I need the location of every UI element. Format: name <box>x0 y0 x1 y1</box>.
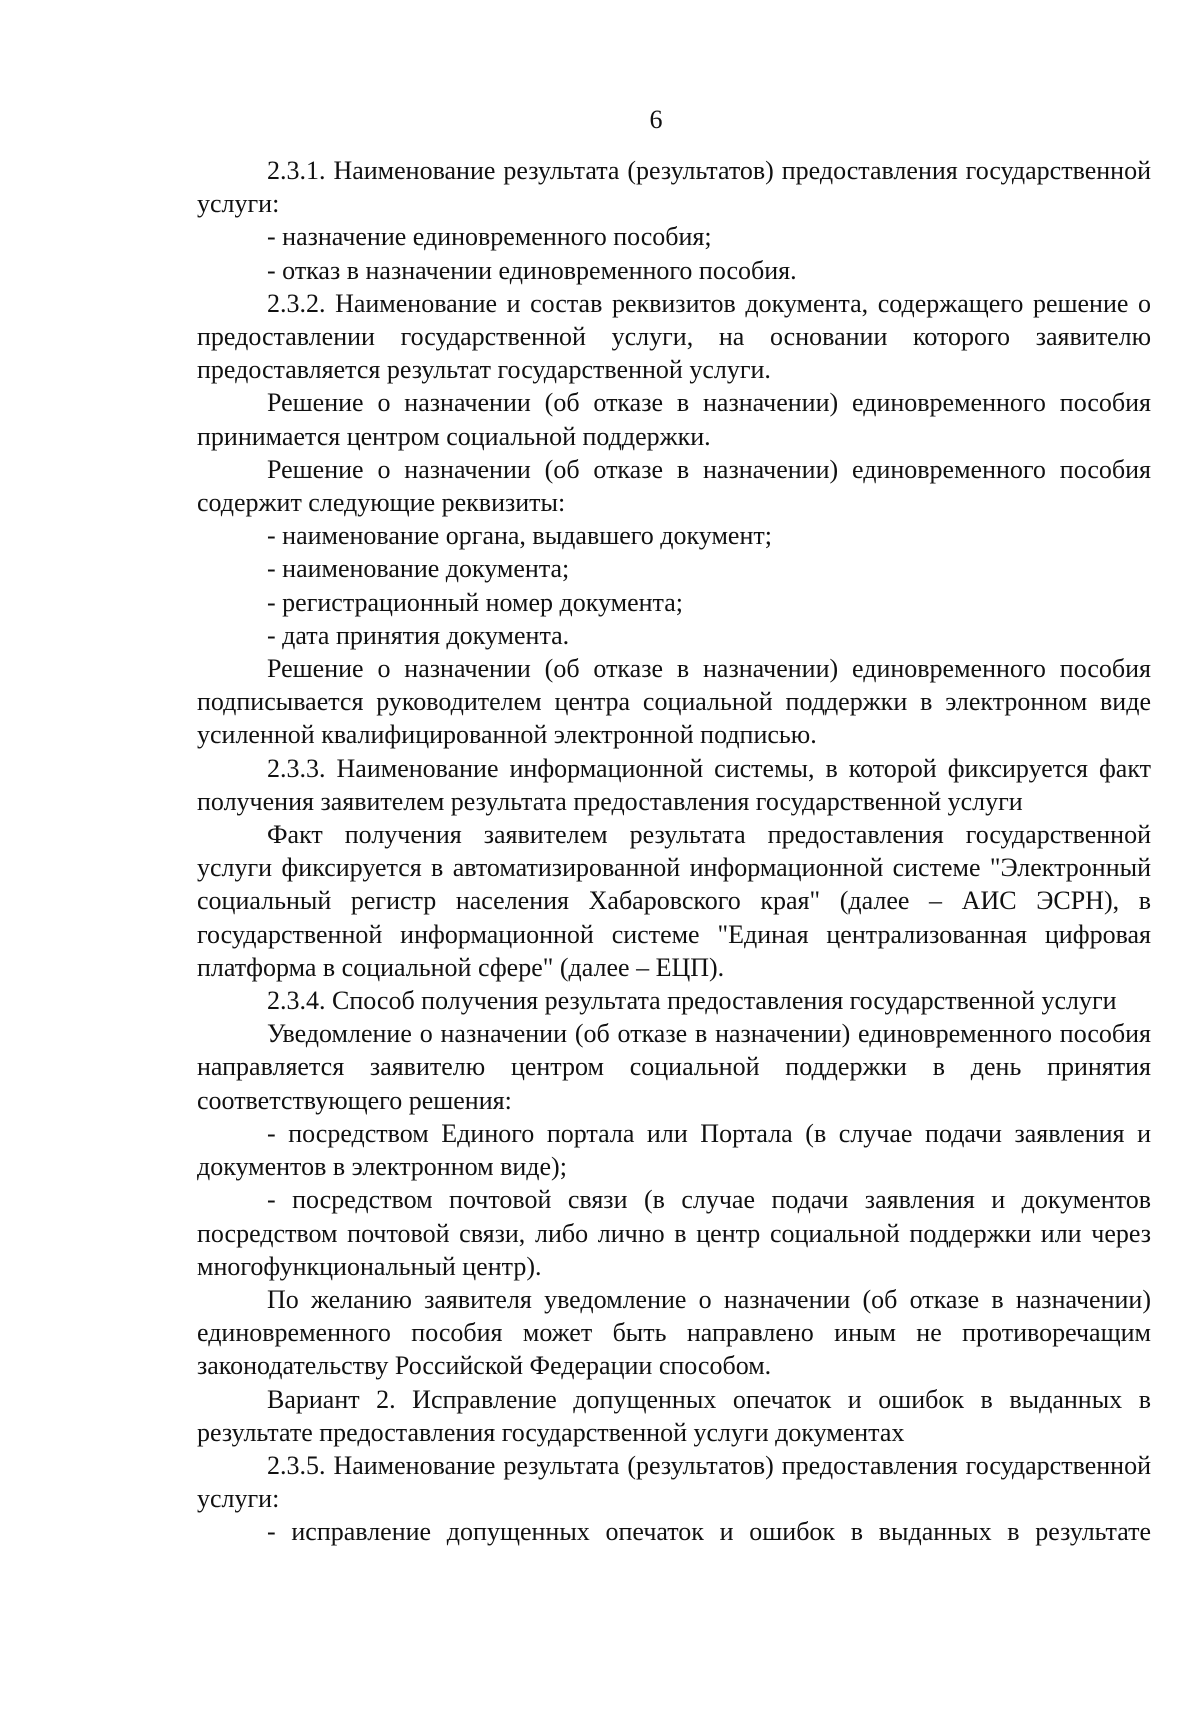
list-item: - назначение единовременного пособия; <box>267 222 712 252</box>
list-item: - исправление допущенных опечаток и ошибок в выданных в результате <box>267 1517 1151 1547</box>
list-item: - отказ в назначении единовременного пособия. <box>267 255 797 285</box>
document-body <box>197 154 1151 1549</box>
paragraph: Решение о назначении (об отказе в назначении) единовременного пособия подписывается руководителем центра социальной поддержки в электронном виде усиленной квалифицированной электронной подписью. <box>197 654 1151 750</box>
list-item: - регистрационный номер документа; <box>267 587 683 617</box>
list-item: - посредством Единого портала или Портала (в случае подачи заявления и документов в электронном виде); <box>197 1118 1151 1182</box>
paragraph-2-3-4-heading: 2.3.4. Способ получения результата предоставления государственной услуги <box>267 986 1117 1016</box>
paragraph-2-3-5-heading: 2.3.5. Наименование результата (результатов) предоставления государственной услуги: <box>197 1450 1151 1514</box>
page-number: 6 <box>649 105 663 134</box>
paragraph: По желанию заявителя уведомление о назначении (об отказе в назначении) единовременного пособия может быть направлено иным не противоречащим законодательству Российской Федерации способом. <box>197 1284 1151 1381</box>
variant-2-heading: Вариант 2. Исправление допущенных опечаток и ошибок в выданных в результате предоставления государственной услуги документах <box>197 1384 1151 1447</box>
list-item: - дата принятия документа. <box>267 620 570 650</box>
paragraph: Решение о назначении (об отказе в назначении) единовременного пособия принимается центром социальной поддержки. <box>197 388 1151 451</box>
paragraph: Уведомление о назначении (об отказе в назначении) единовременного пособия направляется заявителю центром социальной поддержки в день принятия соответствующего решения: <box>197 1019 1151 1115</box>
list-item: - посредством почтовой связи (в случае подачи заявления и документов посредством почтовой связи, либо лично в центр социальной поддержки или через многофункциональный центр). <box>197 1185 1151 1281</box>
paragraph: Факт получения заявителем результата предоставления государственной услуги фиксируется в автоматизированной информационной системе "Электронный социальный регистр населения Хабаровского края" (далее – АИС ЭСРН), в государственной информационной системе "Единая централизованная цифровая платформа в социальной сфере" (далее – ЕЦП). <box>197 820 1151 982</box>
paragraph-2-3-2-heading: 2.3.2. Наименование и состав реквизитов документа, содержащего решение о предоставлении государственной услуги, на основании которого заявителю предоставляется результат государственной услуги. <box>197 288 1151 385</box>
list-item: - наименование документа; <box>267 554 570 584</box>
list-item: - наименование органа, выдавшего документ; <box>267 521 772 551</box>
paragraph: Решение о назначении (об отказе в назначении) единовременного пособия содержит следующие реквизиты: <box>197 454 1151 518</box>
paragraph-2-3-3-heading: 2.3.3. Наименование информационной системы, в которой фиксируется факт получения заявителем результата предоставления государственной услуги <box>197 753 1151 816</box>
paragraph-2-3-1-heading: 2.3.1. Наименование результата (результатов) предоставления государственной услуги: <box>197 156 1151 219</box>
